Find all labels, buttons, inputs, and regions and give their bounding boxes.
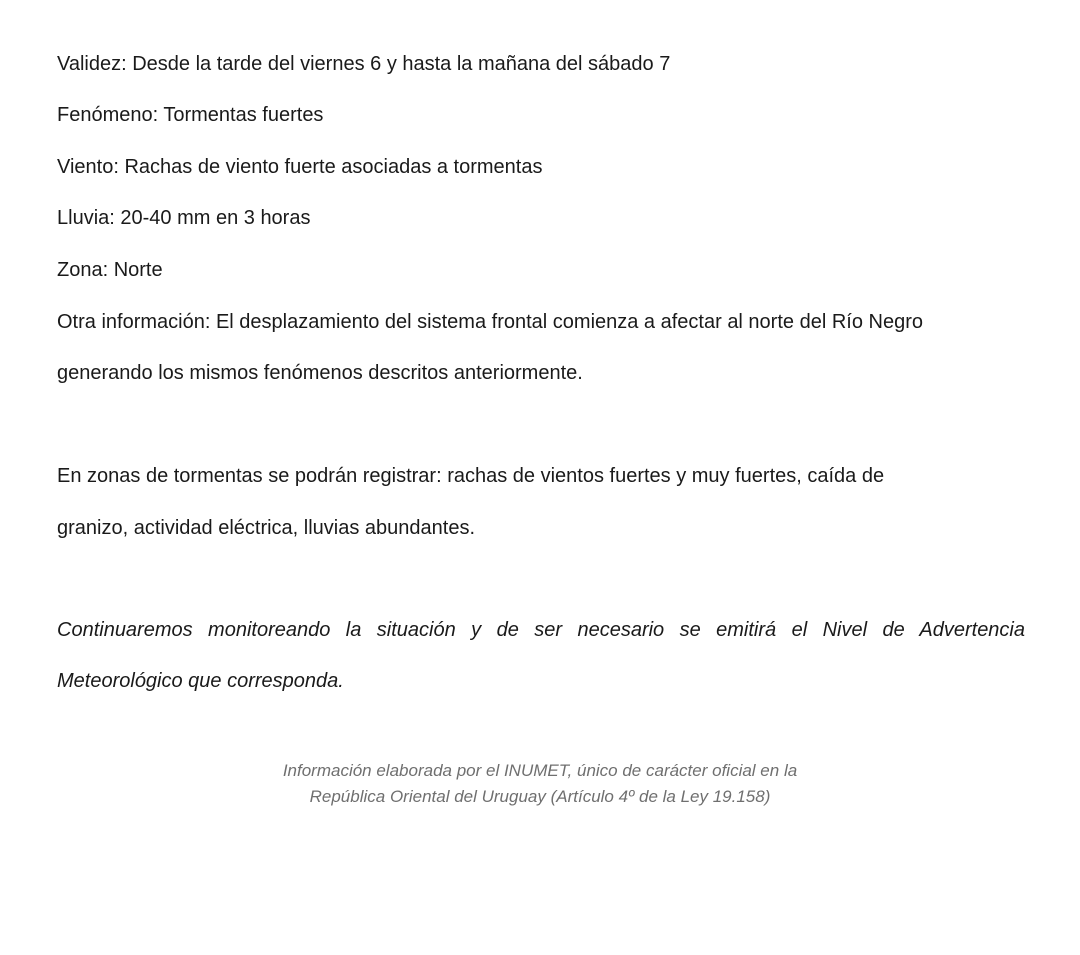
rain-line: Lluvia: 20-40 mm en 3 horas <box>57 207 311 229</box>
validity-line: Validez: Desde la tarde del viernes 6 y hasta la mañana del sábado 7 <box>57 53 671 75</box>
monitoring-notice-line-1: Continuaremos monitoreando la situación y de ser necesario se emitirá el Nivel de Advertencia <box>57 619 1025 641</box>
wind-line: Viento: Rachas de viento fuerte asociadas a tormentas <box>57 156 543 178</box>
other-info-line-2: generando los mismos fenómenos descritos anteriormente. <box>57 362 583 384</box>
footer-disclaimer-line-2: República Oriental del Uruguay (Artículo 4º de la Ley 19.158) <box>309 787 771 806</box>
other-info-line-1: Otra información: El desplazamiento del sistema frontal comienza a afectar al norte del Río Negro <box>57 311 923 333</box>
storm-notice-line-2: granizo, actividad eléctrica, lluvias abundantes. <box>57 517 476 539</box>
monitoring-notice-line-2: Meteorológico que corresponda. <box>57 670 344 692</box>
phenomenon-line: Fenómeno: Tormentas fuertes <box>57 104 324 126</box>
storm-notice-line-1: En zonas de tormentas se podrán registrar: rachas de vientos fuertes y muy fuertes, caída de <box>57 465 885 487</box>
zone-line: Zona: Norte <box>57 259 163 281</box>
footer-disclaimer-line-1: Información elaborada por el INUMET, único de carácter oficial en la <box>282 761 798 780</box>
